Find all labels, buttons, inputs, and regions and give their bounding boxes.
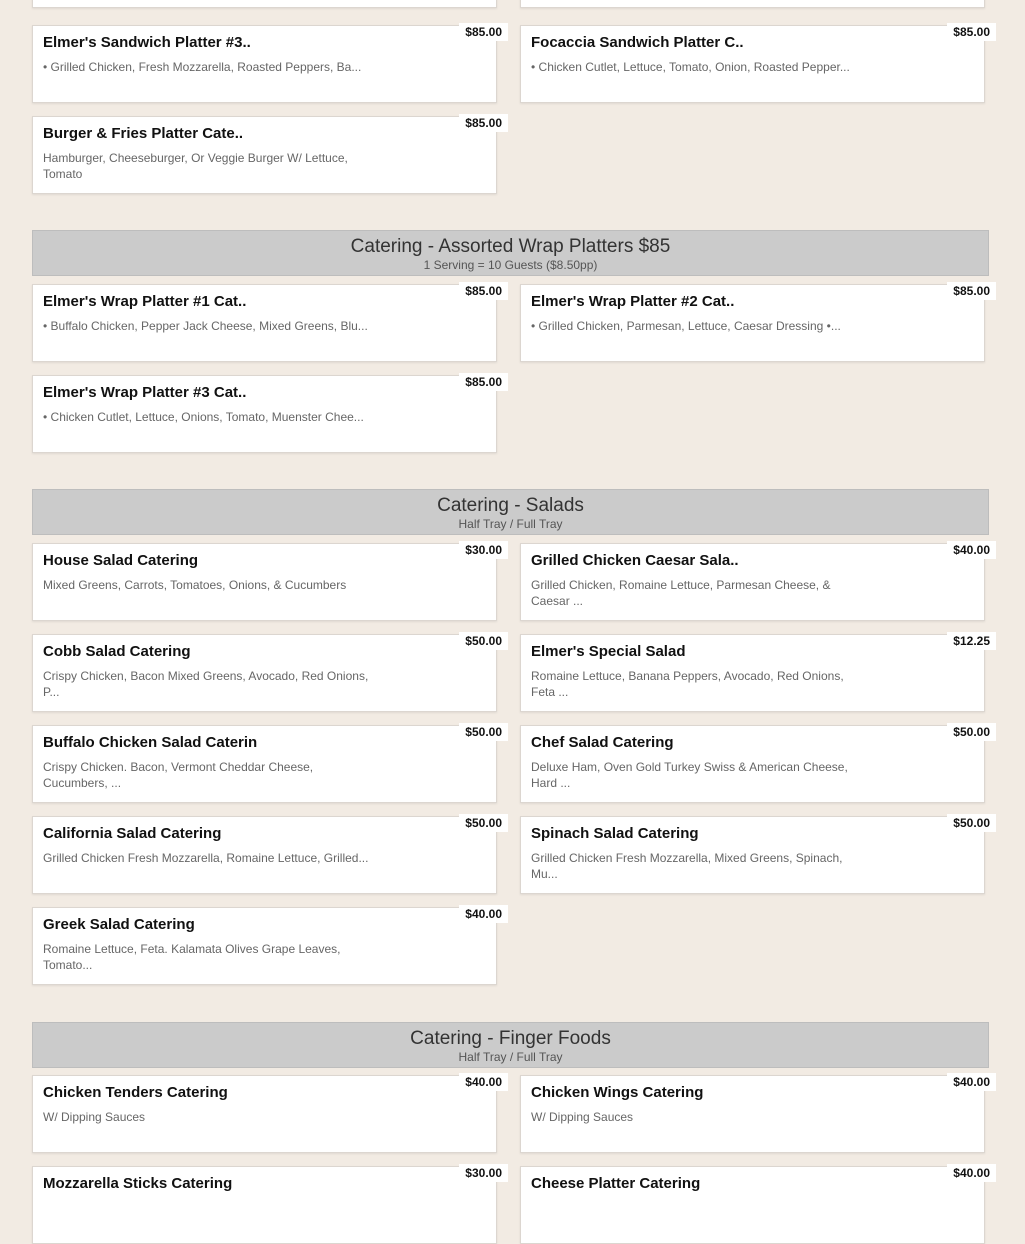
item-price: $50.00 [459, 814, 508, 832]
item-name: Elmer's Wrap Platter #3 Cat.. [43, 384, 247, 401]
section-subtitle: Half Tray / Full Tray [458, 1050, 563, 1064]
item-description: • Chicken Cutlet, Lettuce, Tomato, Onion, Roasted Pepper... [531, 60, 850, 74]
item-price: $85.00 [459, 282, 508, 300]
item-description: Crispy Chicken. Bacon, Vermont Cheddar Cheese, Cucumbers, ... [43, 760, 314, 790]
section-header-wrap-platters [32, 230, 989, 276]
item-name: Chicken Tenders Catering [43, 1084, 228, 1101]
item-description: W/ Dipping Sauces [531, 1110, 634, 1124]
item-name: Focaccia Sandwich Platter C.. [531, 34, 744, 51]
item-name: Burger & Fries Platter Cate.. [43, 125, 244, 142]
item-description: • Chicken Cutlet, Lettuce, Onions, Tomato, Muenster Chee... [43, 410, 364, 424]
section-title: Catering - Assorted Wrap Platters $85 [350, 236, 671, 257]
menu-item-card[interactable] [520, 0, 985, 8]
menu-item-house-salad[interactable] [32, 543, 502, 621]
item-price: $50.00 [459, 723, 508, 741]
menu-item-mozzarella-sticks[interactable] [32, 1166, 502, 1244]
item-name: House Salad Catering [43, 552, 199, 569]
menu-item-caesar-salad[interactable] [520, 543, 990, 621]
item-price: $85.00 [459, 373, 508, 391]
menu-item-buffalo-salad[interactable] [32, 725, 502, 803]
menu-item-sandwich-platter-3[interactable] [32, 25, 502, 103]
menu-item-california-salad[interactable] [32, 816, 502, 894]
item-name: California Salad Catering [43, 825, 222, 842]
item-price: $50.00 [947, 814, 996, 832]
item-description: Romaine Lettuce, Feta. Kalamata Olives Grape Leaves, Tomato... [43, 942, 341, 972]
item-description: Hamburger, Cheeseburger, Or Veggie Burger W/ Lettuce, Tomato [43, 151, 348, 181]
item-description: Grilled Chicken Fresh Mozzarella, Romaine Lettuce, Grilled... [43, 851, 369, 865]
menu-item-chicken-wings[interactable] [520, 1075, 990, 1153]
item-price: $40.00 [947, 1164, 996, 1182]
item-price: $40.00 [947, 541, 996, 559]
item-price: $50.00 [947, 723, 996, 741]
item-description: W/ Dipping Sauces [43, 1110, 146, 1124]
menu-item-focaccia-platter[interactable] [520, 25, 990, 103]
item-name: Elmer's Wrap Platter #2 Cat.. [531, 293, 735, 310]
item-name: Chicken Wings Catering [531, 1084, 704, 1101]
item-name: Chef Salad Catering [531, 734, 674, 751]
section-title: Catering - Finger Foods [410, 1028, 611, 1049]
item-name: Elmer's Special Salad [531, 643, 686, 660]
item-description: • Grilled Chicken, Parmesan, Lettuce, Caesar Dressing •... [531, 319, 841, 333]
item-name: Grilled Chicken Caesar Sala.. [531, 552, 739, 569]
item-description: Crispy Chicken, Bacon Mixed Greens, Avocado, Red Onions, P... [43, 669, 369, 699]
menu-item-wrap-platter-2[interactable] [520, 284, 990, 362]
item-description: Deluxe Ham, Oven Gold Turkey Swiss & American Cheese, Hard ... [531, 760, 848, 790]
item-name: Spinach Salad Catering [531, 825, 699, 842]
item-price: $85.00 [947, 282, 996, 300]
item-price: $12.25 [947, 632, 996, 650]
menu-item-wrap-platter-1[interactable] [32, 284, 502, 362]
item-description: Romaine Lettuce, Banana Peppers, Avocado, Red Onions, Feta ... [531, 669, 844, 699]
item-name: Cheese Platter Catering [531, 1175, 701, 1192]
menu-item-greek-salad[interactable] [32, 907, 502, 985]
menu-item-cheese-platter[interactable] [520, 1166, 990, 1244]
menu-item-special-salad[interactable] [520, 634, 990, 712]
item-description: • Grilled Chicken, Fresh Mozzarella, Roasted Peppers, Ba... [43, 60, 362, 74]
item-name: Elmer's Wrap Platter #1 Cat.. [43, 293, 247, 310]
item-price: $40.00 [459, 1073, 508, 1091]
item-description: Mixed Greens, Carrots, Tomatoes, Onions, & Cucumbers [43, 578, 347, 592]
section-title: Catering - Salads [437, 495, 584, 516]
item-name: Mozzarella Sticks Catering [43, 1175, 233, 1192]
item-description: Grilled Chicken, Romaine Lettuce, Parmesan Cheese, & Caesar ... [531, 578, 831, 608]
menu-item-card[interactable] [32, 0, 497, 8]
item-price: $50.00 [459, 632, 508, 650]
item-price: $85.00 [947, 23, 996, 41]
item-price: $40.00 [947, 1073, 996, 1091]
section-header-finger-foods [32, 1022, 989, 1068]
item-price: $30.00 [459, 541, 508, 559]
menu-item-chef-salad[interactable] [520, 725, 990, 803]
item-description: • Buffalo Chicken, Pepper Jack Cheese, Mixed Greens, Blu... [43, 319, 368, 333]
item-name: Cobb Salad Catering [43, 643, 191, 660]
item-name: Greek Salad Catering [43, 916, 195, 933]
menu-item-spinach-salad[interactable] [520, 816, 990, 894]
section-subtitle: 1 Serving = 10 Guests ($8.50pp) [423, 258, 598, 272]
item-price: $85.00 [459, 114, 508, 132]
item-name: Buffalo Chicken Salad Caterin [43, 734, 258, 751]
section-subtitle: Half Tray / Full Tray [458, 517, 563, 531]
item-description: Grilled Chicken Fresh Mozzarella, Mixed Greens, Spinach, Mu... [531, 851, 843, 881]
item-price: $85.00 [459, 23, 508, 41]
item-price: $40.00 [459, 905, 508, 923]
item-name: Elmer's Sandwich Platter #3.. [43, 34, 251, 51]
menu-item-cobb-salad[interactable] [32, 634, 502, 712]
menu-item-wrap-platter-3[interactable] [32, 375, 502, 453]
section-header-salads [32, 489, 989, 535]
item-price: $30.00 [459, 1164, 508, 1182]
menu-item-burger-fries-platter[interactable] [32, 116, 502, 194]
menu-item-chicken-tenders[interactable] [32, 1075, 502, 1153]
